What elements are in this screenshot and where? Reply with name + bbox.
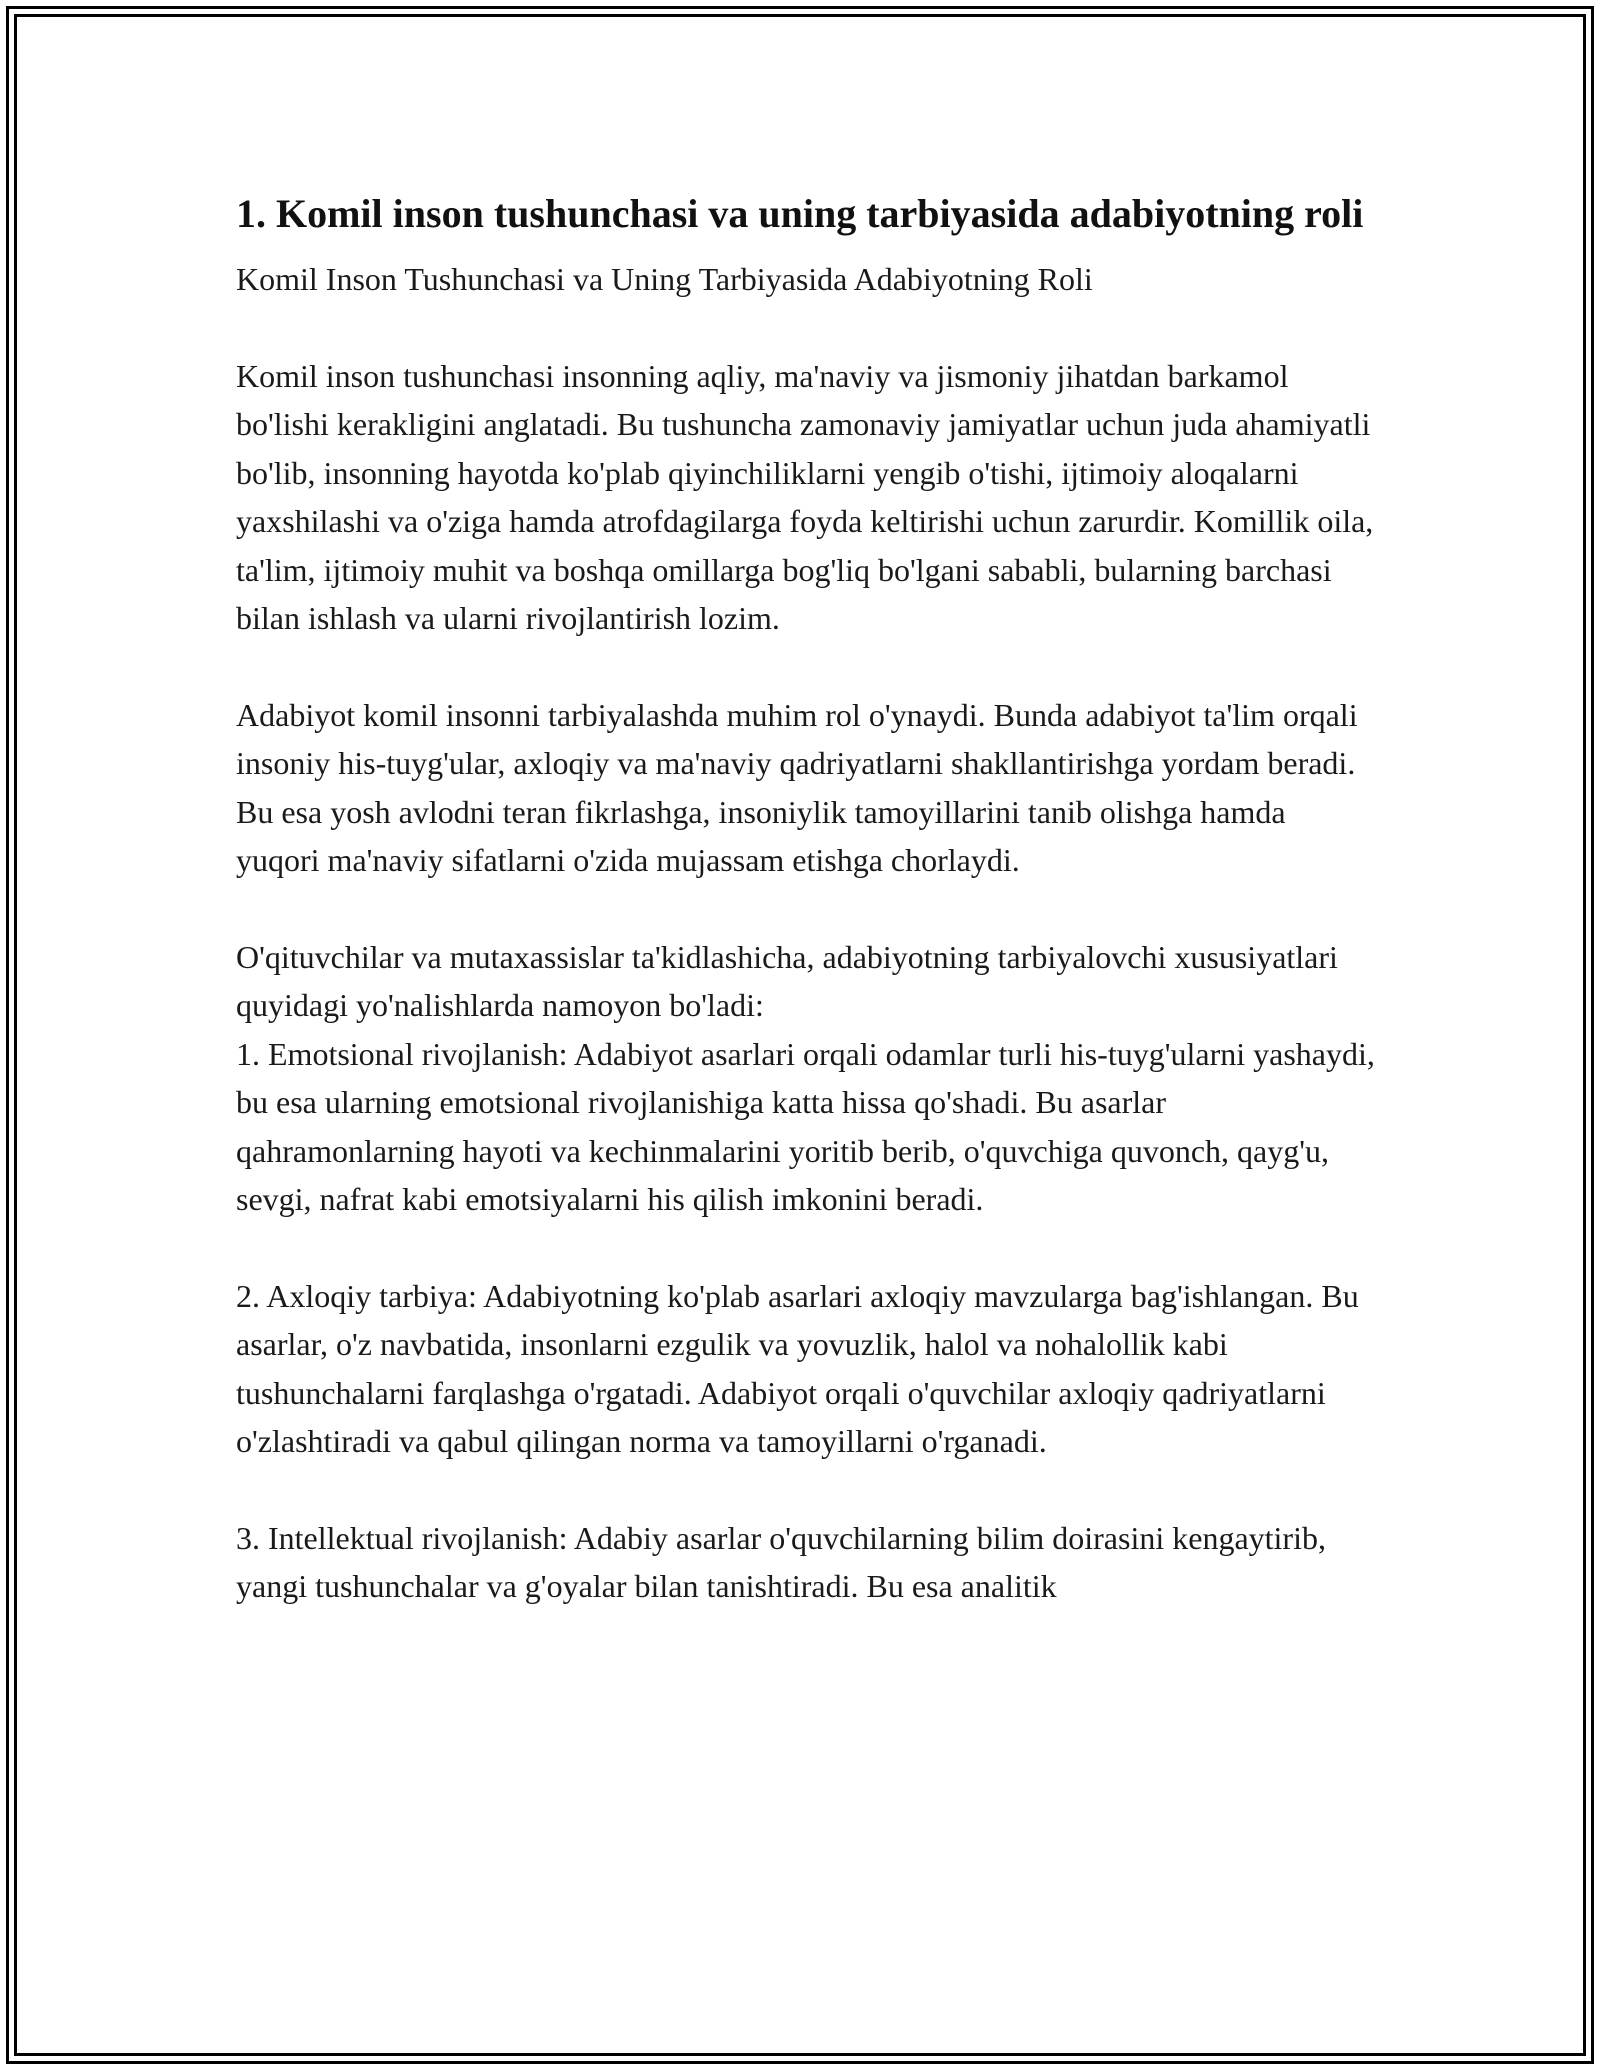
document-page (236, 186, 1376, 1611)
list-item-emotsional: 1. Emotsional rivojlanish: Adabiyot asarlari orqali odamlar turli his-tuyg'ularni yashaydi, bu esa ularning emotsional rivojlanishiga katta hissa qo'shadi. Bu asarlar qahramonlarning hayoti va kechinmalarini yoritib berib, o'quvchiga quvonch, qayg'u, sevgi, nafrat kabi emotsiyalarni his qilish imkonini beradi. (236, 1035, 1375, 1217)
paragraph-komil-inson: Komil inson tushunchasi insonning aqliy, ma'naviy va jismoniy jihatdan barkamol bo'lishi kerakligini anglatadi. Bu tushuncha zamonaviy jamiyatlar uchun juda ahamiyatli bo'lib, insonning hayotda ko'plab qiyinchiliklarni yengib o'tishi, ijtimoiy aloqalarni yaxshilashi va o'ziga hamda atrofdagilarga foyda keltirishi uchun zarurdir. Komillik oila, ta'lim, ijtimoiy muhit va boshqa omillarga bog'liq bo'lgani sababli, bularning barchasi bilan ishlash va ularni rivojlantirish lozim. (236, 357, 1374, 636)
document-subtitle: Komil Inson Tushunchasi va Uning Tarbiyasida Adabiyotning Roli (236, 261, 1093, 297)
list-item-axloqiy: 2. Axloqiy tarbiya: Adabiyotning ko'plab asarlari axloqiy mavzularga bag'ishlangan. Bu asarlar, o'z navbatida, insonlarni ezgulik va yovuzlik, halol va nohalollik kabi tushunchalarni farqlashga o'rgatadi. Adabiyot orqali o'quvchilar axloqiy qadriyatlarni o'zlashtiradi va qabul qilingan norma va tamoyillarni o'rganadi. (236, 1277, 1359, 1459)
list-item-intellektual: 3. Intellektual rivojlanish: Adabiy asarlar o'quvchilarning bilim doirasini kengaytirib, yangi tushunchalar va g'oyalar bilan tanishtiradi. Bu esa analitik (236, 1519, 1326, 1604)
paragraph-adabiyot-roli: Adabiyot komil insonni tarbiyalashda muhim rol o'ynaydi. Bunda adabiyot ta'lim orqali insoniy his-tuyg'ular, axloqiy va ma'naviy qadriyatlarni shakllantirishga yordam beradi. Bu esa yosh avlodni teran fikrlashga, insoniylik tamoyillarini tanib olishga hamda yuqori ma'naviy sifatlarni o'zida mujassam etishga chorlaydi. (236, 696, 1358, 878)
document-heading: 1. Komil inson tushunchasi va uning tarbiyasida adabiyotning roli (236, 191, 1364, 236)
paragraph-intro-list: O'qituvchilar va mutaxassislar ta'kidlashicha, adabiyotning tarbiyalovchi xususiyatlari quyidagi yo'nalishlarda namoyon bo'ladi: (236, 938, 1338, 1023)
